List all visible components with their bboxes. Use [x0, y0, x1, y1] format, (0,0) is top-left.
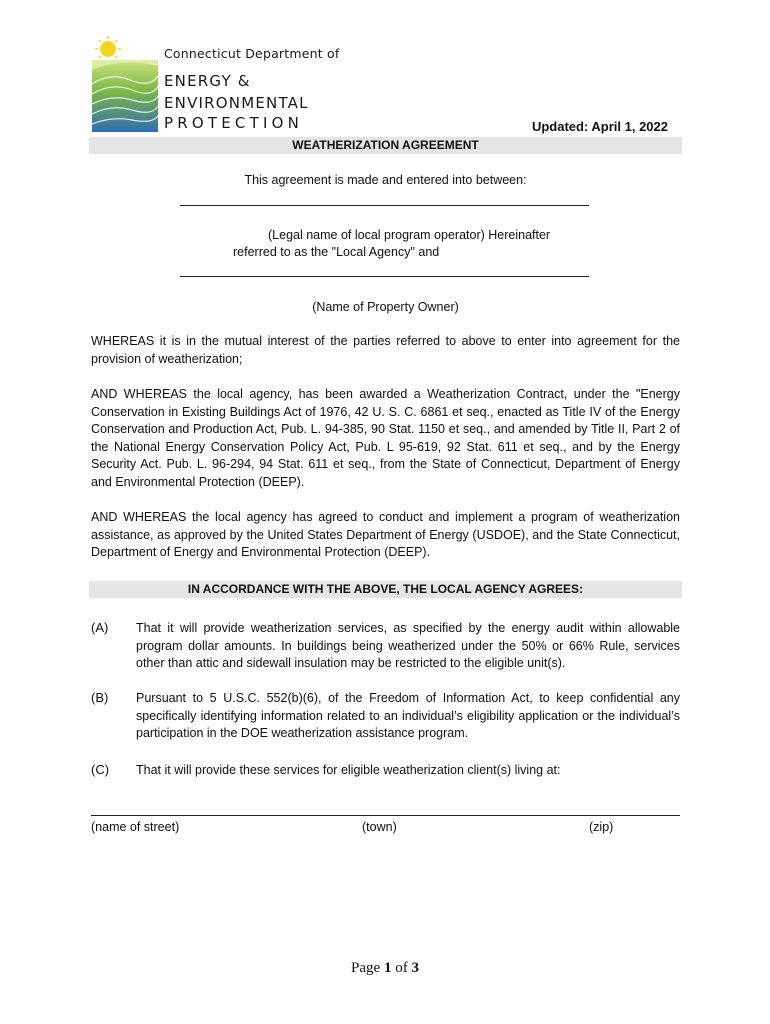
- brand-line-energy: ENERGY &: [164, 72, 251, 90]
- page-word: Page: [351, 960, 381, 976]
- item-label-b: (B): [91, 690, 109, 705]
- item-text-c: That it will provide these services for eligible weatherization client(s) living at:: [136, 763, 561, 777]
- zip-label: (zip): [589, 820, 614, 834]
- page-total: 3: [411, 960, 419, 976]
- owner-label: (Name of Property Owner): [312, 300, 459, 314]
- brand-line-protection: PROTECTION: [164, 114, 304, 132]
- deep-logo: [90, 36, 160, 134]
- of-word: of: [395, 960, 408, 976]
- item-label-c: (C): [91, 762, 110, 777]
- item-text-a: That it will provide weatherization services, as specified by the energy audit within allowable program dollar amounts. In buildings being weatherized under the 50% or 66% Rule, services other than attic and sidewall insulation may be restricted to the eligible unit(s).: [136, 621, 680, 670]
- paragraph-whereas-1: WHEREAS it is in the mutual interest of the parties referred to above to enter into agreement for the provision of weatherization;: [91, 334, 680, 366]
- town-label: (town): [362, 820, 397, 834]
- item-text-b: Pursuant to 5 U.S.C. 552(b)(6), of the Freedom of Information Act, to keep confidential any specifically identifying information related to an individual’s eligibility application or the individual’s participation in the DOE weatherization assistance program.: [136, 691, 680, 740]
- section-heading: IN ACCORDANCE WITH THE ABOVE, THE LOCAL AGENCY AGREES:: [89, 581, 682, 598]
- paragraph-whereas-2: AND WHEREAS the local agency, has been awarded a Weatherization Contract, under the "Energy Conservation in Existing Buildings Act of 1976, 42 U. S. C. 6861 et seq., enacted as Title IV of the Energy Conservation and Production Act, Pub. L. 94-385, 90 Stat. 1150 et seq., and amended by Title II, Part 2 of the National Energy Conservation Policy Act, Pub. L 95-619, 92 Stat. 611 et seq., and by the Energy Security Act. Pub. L. 96-294, 94 Stat. 611 et seq., from the State of Connecticut, Department of Energy and Environmental Protection (DEEP).: [91, 387, 680, 489]
- updated-date: Updated: April 1, 2022: [531, 119, 668, 134]
- operator-label-1: (Legal name of local program operator) Hereinafter: [268, 228, 551, 242]
- logo-graphic: [90, 36, 160, 134]
- operator-name-line[interactable]: [180, 205, 589, 206]
- street-label: (name of street): [91, 820, 180, 834]
- address-line[interactable]: [91, 815, 680, 816]
- operator-label-2: referred to as the "Local Agency" and: [233, 245, 440, 259]
- item-label-a: (A): [91, 620, 109, 635]
- page-number: 1: [383, 960, 392, 976]
- dept-line: Connecticut Department of: [164, 46, 340, 61]
- intro-text: This agreement is made and entered into between:: [244, 173, 527, 187]
- page-footer: [0, 960, 770, 977]
- owner-name-line[interactable]: [180, 276, 589, 277]
- brand-line-environmental: ENVIRONMENTAL: [164, 94, 309, 112]
- sun-icon: [95, 36, 121, 58]
- paragraph-whereas-3: AND WHEREAS the local agency has agreed to conduct and implement a program of weatherization assistance, as approved by the United States Department of Energy (USDOE), and the State Connecticut, Department of Energy and Environmental Protection (DEEP).: [91, 510, 680, 559]
- document-title: WEATHERIZATION AGREEMENT: [89, 137, 682, 154]
